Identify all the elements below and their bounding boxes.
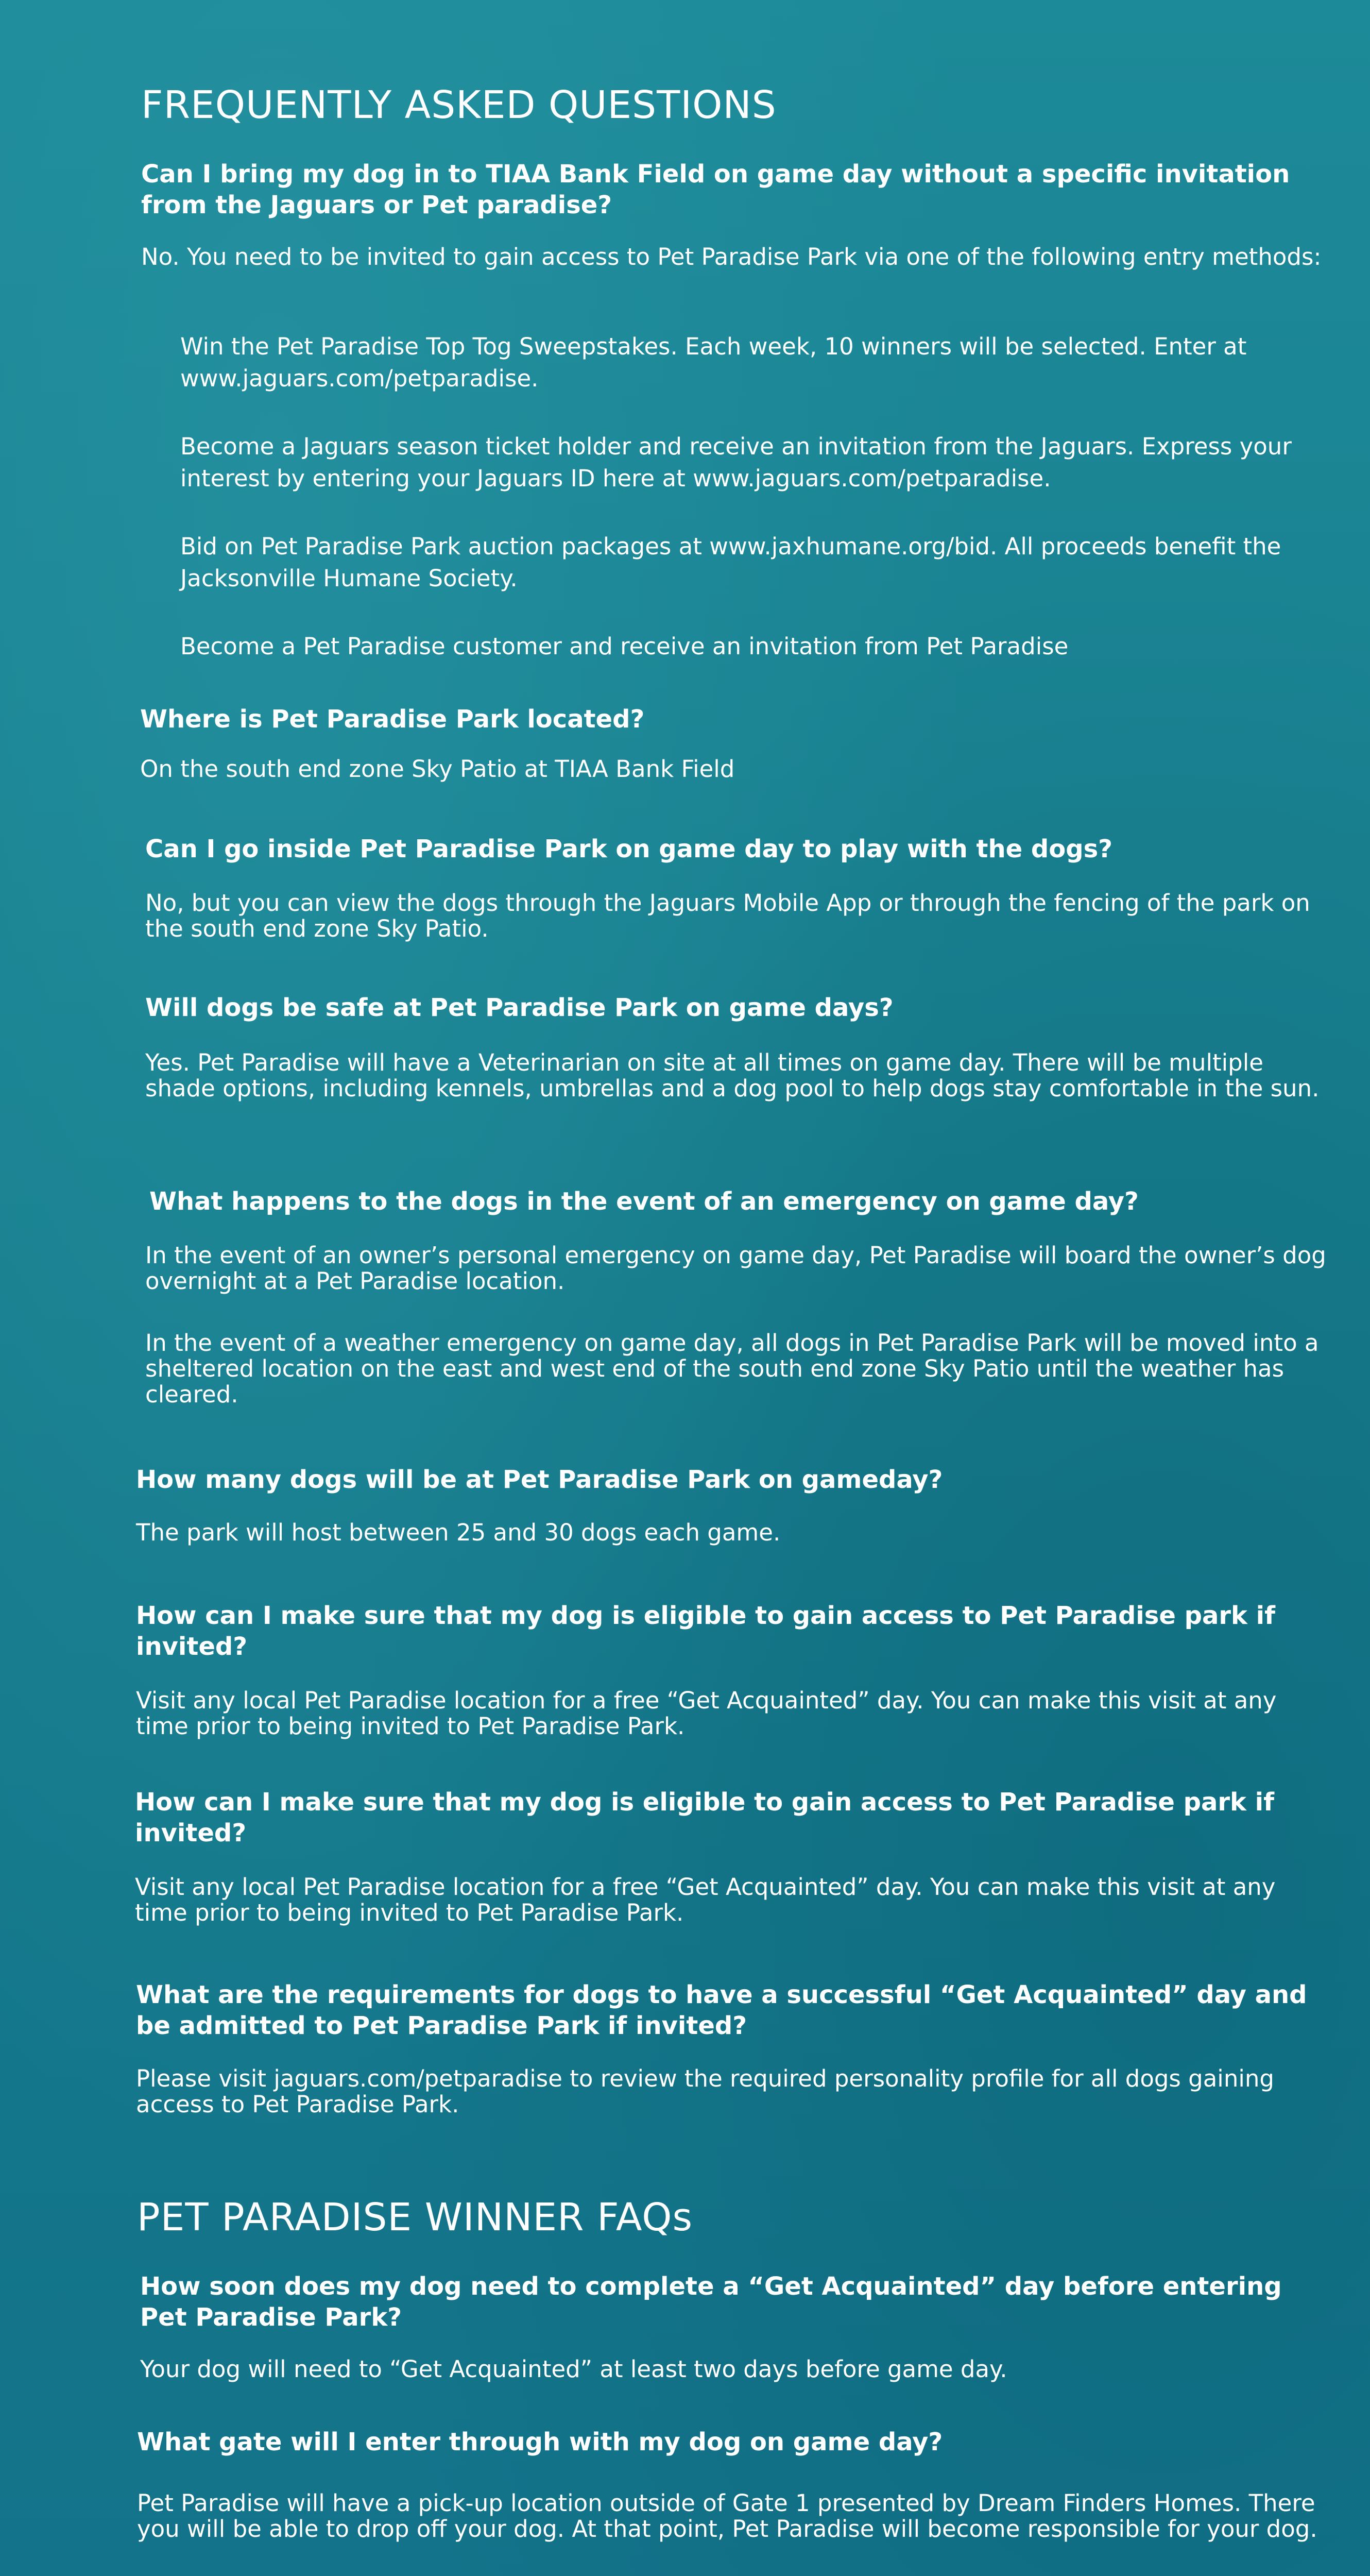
faq-question: What happens to the dogs in the event of an emergency on game day? [149,1187,1139,1216]
faq-answer: On the south end zone Sky Patio at TIAA Bank Field [140,755,735,783]
faq-answer: Yes. Pet Paradise will have a Veterinarian on site at all times on game day. There will be multiple shade options, including kennels, umbrellas and a dog pool to help dogs stay comfortable in the sun. [145,1049,1320,1102]
entry-method-item: Bid on Pet Paradise Park auction packages at www.jaxhumane.org/bid. All proceeds benefit the Jacksonville Humane Society. [180,533,1281,592]
winner-faq-section-title: PET PARADISE WINNER FAQs [137,2195,693,2240]
faq-question: What are the requirements for dogs to have a successful “Get Acquainted” day and be admitted to Pet Paradise Park if invited? [136,1980,1307,2040]
faq-question: Will dogs be safe at Pet Paradise Park on game days? [145,993,894,1022]
faq-answer: Visit any local Pet Paradise location for a free “Get Acquainted” day. You can make this visit at any time prior to being invited to Pet Paradise Park. [136,1687,1277,1740]
entry-method-item: Become a Pet Paradise customer and receive an invitation from Pet Paradise [180,633,1069,660]
faq-answer: The park will host between 25 and 30 dogs each game. [136,1519,781,1546]
faq-answer: No, but you can view the dogs through the Jaguars Mobile App or through the fencing of the park on the south end zone Sky Patio. [145,889,1310,942]
faq-question: Can I go inside Pet Paradise Park on game day to play with the dogs? [145,835,1112,863]
faq-answer: No. You need to be invited to gain access to Pet Paradise Park via one of the following entry methods: [141,243,1322,270]
winner-faq-question: How soon does my dog need to complete a “Get Acquainted” day before entering Pet Paradise Park? [140,2272,1282,2332]
faq-answer: Visit any local Pet Paradise location for a free “Get Acquainted” day. You can make this visit at any time prior to being invited to Pet Paradise Park. [135,1873,1276,1926]
faq-question: How can I make sure that my dog is eligible to gain access to Pet Paradise park if invited? [135,1788,1274,1848]
faq-question: How many dogs will be at Pet Paradise Park on gameday? [136,1465,943,1494]
faq-question: Where is Pet Paradise Park located? [140,705,645,734]
winner-faq-answer: Pet Paradise will have a pick-up location outside of Gate 1 presented by Dream Finders Homes. There you will be able to drop off your dog. At that point, Pet Paradise will become responsible for your dog. [137,2489,1317,2543]
entry-method-item: Win the Pet Paradise Top Tog Sweepstakes. Each week, 10 winners will be selected. Enter at www.jaguars.com/petparadise. [180,333,1247,392]
faq-question: Can I bring my dog in to TIAA Bank Field on game day without a specific invitation from the Jaguars or Pet paradise? [141,160,1290,219]
entry-method-item: Become a Jaguars season ticket holder and receive an invitation from the Jaguars. Express your interest by entering your Jaguars ID here at www.jaguars.com/petparadise. [180,433,1292,492]
faq-answer: In the event of a weather emergency on game day, all dogs in Pet Paradise Park will be moved into a sheltered location on the east and west end of the south end zone Sky Patio until the weather has cleared. [145,1329,1319,1408]
winner-faq-question: What gate will I enter through with my dog on game day? [137,2428,943,2456]
winner-faq-answer: Your dog will need to “Get Acquainted” at least two days before game day. [140,2355,1007,2383]
faq-answer: In the event of an owner’s personal emergency on game day, Pet Paradise will board the owner’s dog overnight at a Pet Paradise location. [145,1242,1326,1295]
faq-section-title: FREQUENTLY ASKED QUESTIONS [141,83,777,127]
faq-question: How can I make sure that my dog is eligible to gain access to Pet Paradise park if invited? [136,1601,1275,1661]
faq-answer: Please visit jaguars.com/petparadise to review the required personality profile for all dogs gaining access to Pet Paradise Park. [136,2065,1274,2118]
